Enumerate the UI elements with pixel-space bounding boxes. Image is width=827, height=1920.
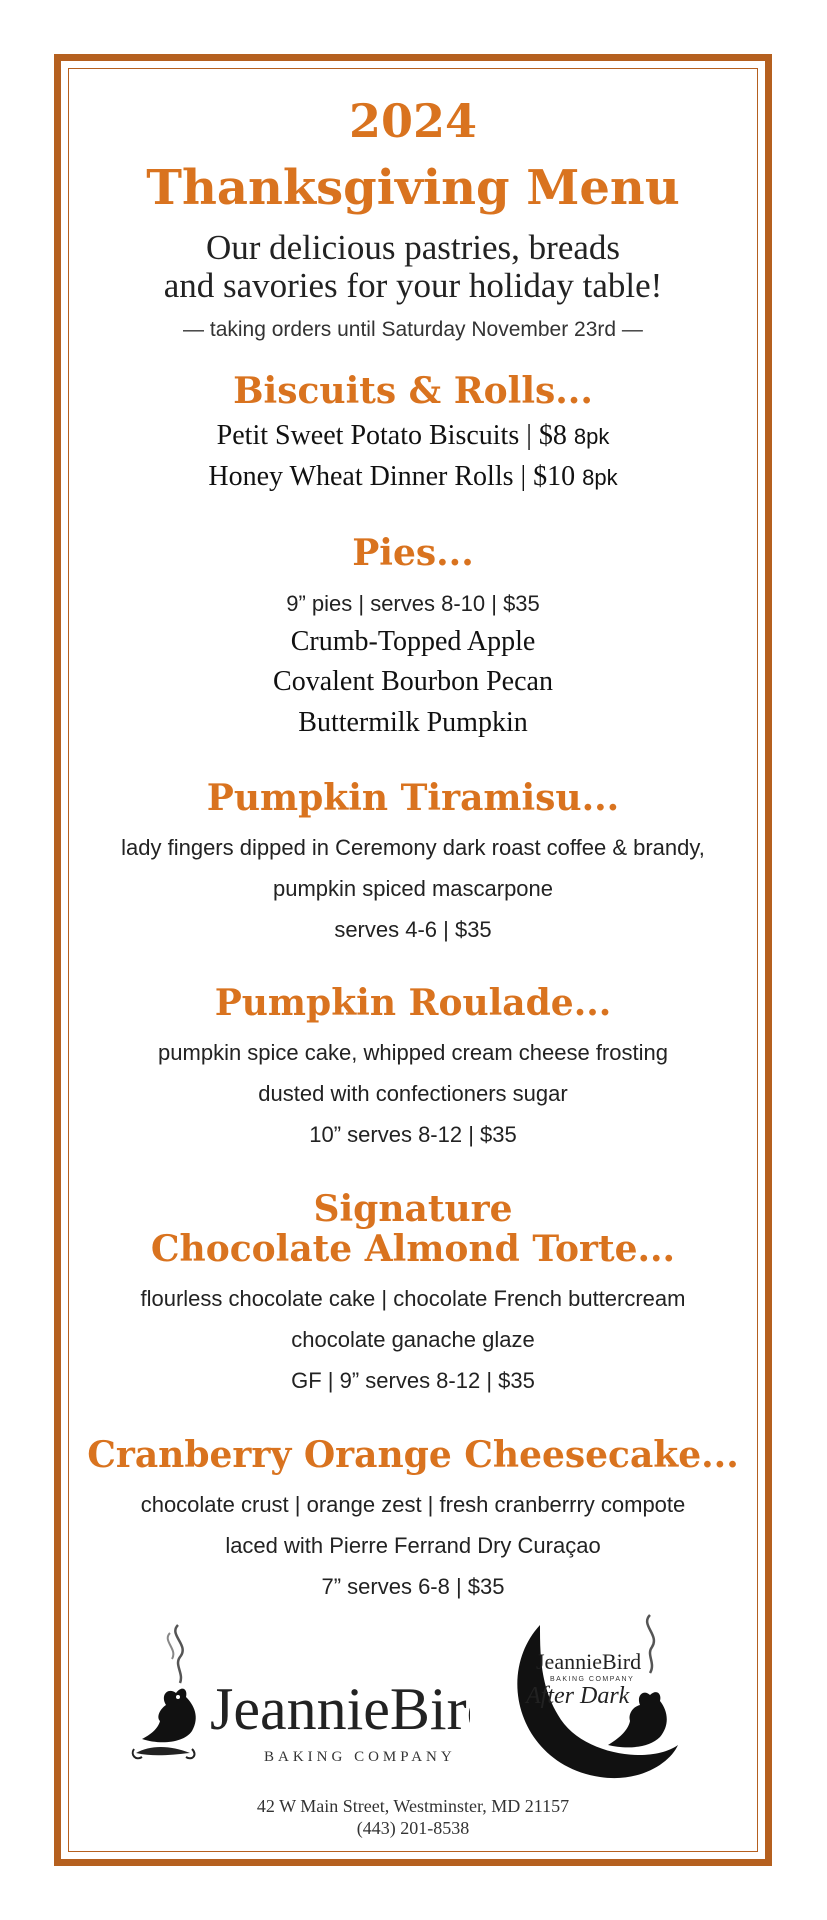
section-heading-torte-line1: Signature xyxy=(313,1188,513,1230)
pie-item: Buttermilk Pumpkin xyxy=(298,707,528,738)
torte-line: chocolate ganache glaze xyxy=(291,1327,535,1352)
logo-after-sub: BAKING COMPANY xyxy=(550,1676,635,1683)
cheesecake-line: chocolate crust | orange zest | fresh cranberrry compote xyxy=(140,1492,686,1517)
logo-after-name: JeannieBird xyxy=(536,1649,642,1674)
footer-phone: (443) 201-8538 xyxy=(356,1818,470,1838)
section-heading-cheesecake: Cranberry Orange Cheesecake... xyxy=(87,1434,739,1476)
item-pack: 8pk xyxy=(573,424,610,449)
cheesecake-line: 7” serves 6-8 | $35 xyxy=(321,1574,505,1599)
menu-title: Thanksgiving Menu xyxy=(146,160,680,216)
menu-item-biscuits xyxy=(70,420,756,452)
logo-main-name: JeannieBird xyxy=(210,1676,470,1742)
orders-note: — taking orders until Saturday November 23rd — xyxy=(183,318,643,341)
section-heading-tiramisu: Pumpkin Tiramisu... xyxy=(206,777,620,819)
menu-item-rolls xyxy=(70,461,756,493)
pie-item: Covalent Bourbon Pecan xyxy=(273,666,553,697)
item-price: $10 xyxy=(533,461,576,492)
roulade-line: 10” serves 8-12 | $35 xyxy=(309,1122,517,1147)
cheesecake-line: laced with Pierre Ferrand Dry Curaçao xyxy=(225,1533,601,1558)
menu-year: 2024 xyxy=(348,94,478,148)
tiramisu-line: serves 4-6 | $35 xyxy=(334,917,492,942)
pie-item: Crumb-Topped Apple xyxy=(290,626,536,657)
section-heading-biscuits: Biscuits & Rolls... xyxy=(233,370,593,412)
footer-address: 42 W Main Street, Westminster, MD 21157 xyxy=(256,1796,570,1816)
logo-main-sub: BAKING COMPANY xyxy=(264,1749,456,1765)
torte-line: GF | 9” serves 8-12 | $35 xyxy=(291,1368,535,1393)
tiramisu-line: lady fingers dipped in Ceremony dark roast coffee & brandy, xyxy=(121,835,705,860)
item-name: Petit Sweet Potato Biscuits xyxy=(216,420,520,451)
item-divider: | xyxy=(519,420,539,451)
crescent-moon-icon xyxy=(500,1595,700,1795)
item-price: $8 xyxy=(538,420,567,451)
bird-logo-icon xyxy=(130,1605,470,1780)
section-heading-torte-line2: Chocolate Almond Torte... xyxy=(150,1228,676,1270)
item-pack: 8pk xyxy=(582,465,618,490)
jeanniebird-logo xyxy=(130,1605,470,1780)
item-name: Honey Wheat Dinner Rolls xyxy=(208,461,514,492)
after-dark-logo xyxy=(500,1595,700,1795)
logo-after-tag: After Dark xyxy=(526,1683,630,1709)
item-divider: | xyxy=(513,461,534,492)
roulade-line: dusted with confectioners sugar xyxy=(258,1081,568,1106)
menu-subtitle-line1: Our delicious pastries, breads xyxy=(205,228,621,267)
section-heading-roulade: Pumpkin Roulade... xyxy=(214,982,612,1024)
pies-note: 9” pies | serves 8-10 | $35 xyxy=(286,591,540,616)
torte-line: flourless chocolate cake | chocolate French buttercream xyxy=(140,1286,686,1311)
section-heading-pies: Pies... xyxy=(352,532,474,574)
tiramisu-line: pumpkin spiced mascarpone xyxy=(272,876,554,901)
roulade-line: pumpkin spice cake, whipped cream cheese frosting xyxy=(158,1040,668,1065)
menu-subtitle-line2: and savories for your holiday table! xyxy=(163,266,663,305)
steam-swirl-icon xyxy=(647,1615,654,1673)
